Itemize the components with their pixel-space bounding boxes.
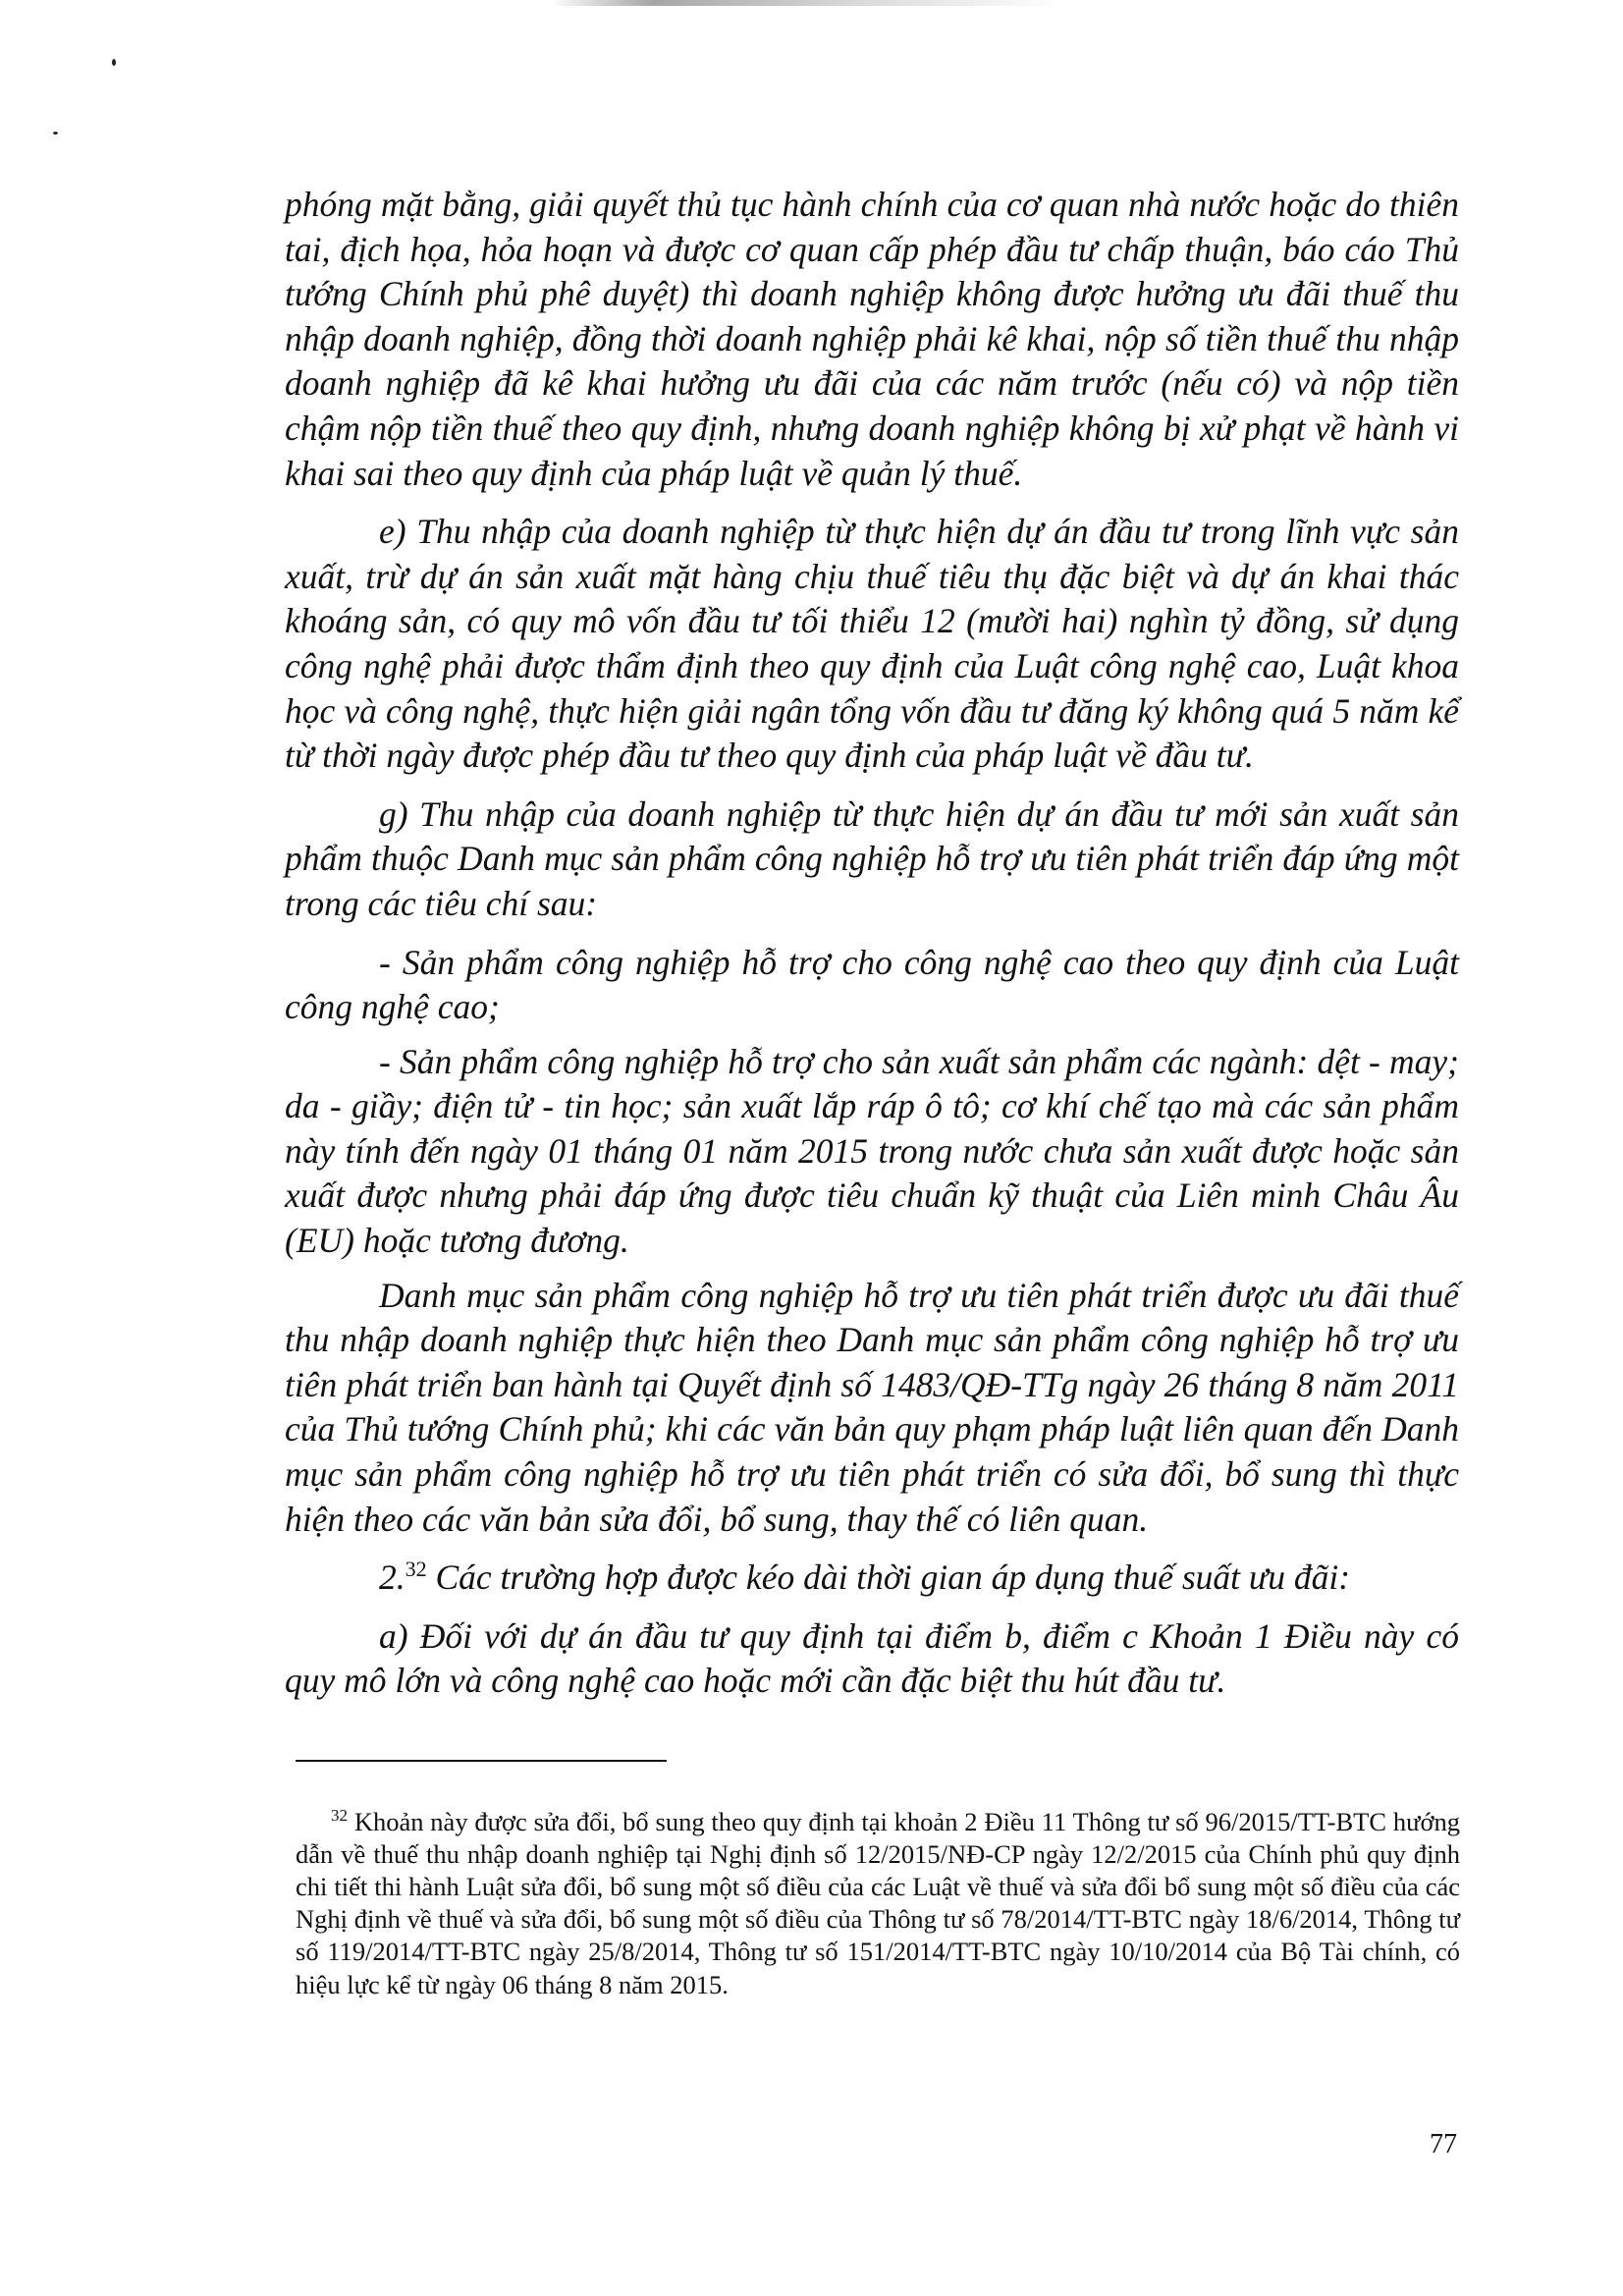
paragraph-item-a: a) Đối với dự án đầu tư quy định tại điểm b, điểm c Khoản 1 Điều này có quy mô lớn và công nghệ cao hoặc mới cần đặc biệt thu hút đầu tư. xyxy=(285,1615,1459,1701)
paragraph-item-g: g) Thu nhập của doanh nghiệp từ thực hiện dự án đầu tư mới sản xuất sản phẩm thuộc Danh mục sản phẩm công nghiệp hỗ trợ ưu tiên phát triển đáp ứng một trong các tiêu chí sau: xyxy=(285,793,1459,923)
body-text xyxy=(285,183,1459,1718)
paragraph-dash-industries: - Sản phẩm công nghiệp hỗ trợ cho sản xuất sản phẩm các ngành: dệt - may; da - giầy; điện tử - tin học; sản xuất lắp ráp ô tô; cơ khí chế tạo mà các sản phẩm này tính đến ngày 01 tháng 01 năm 2015 trong nước chưa sản xuất được hoặc sản xuất được nhưng phải đáp ứng được tiêu chuẩn kỹ thuật của Liên minh Châu Âu (EU) hoặc tương đương. xyxy=(285,1041,1459,1261)
paragraph-item-e: e) Thu nhập của doanh nghiệp từ thực hiện dự án đầu tư trong lĩnh vực sản xuất, trừ dự án sản xuất mặt hàng chịu thuế tiêu thụ đặc biệt và dự án khai thác khoáng sản, có quy mô vốn đầu tư tối thiểu 12 (mười hai) nghìn tỷ đồng, sử dụng công nghệ phải được thẩm định theo quy định của Luật công nghệ cao, Luật khoa học và công nghệ, thực hiện giải ngân tổng vốn đầu tư đăng ký không quá 5 năm kể từ thời ngày được phép đầu tư theo quy định của pháp luật về đầu tư. xyxy=(285,512,1459,776)
section-2-heading xyxy=(285,1556,1459,1601)
section-2-number: 2. xyxy=(379,1558,406,1598)
scan-edge-mark xyxy=(550,0,1060,6)
paragraph-dash-hightech: - Sản phẩm công nghiệp hỗ trợ cho công nghệ cao theo quy định của Luật công nghệ cao; xyxy=(285,942,1459,1027)
section-2-text: Các trường hợp được kéo dài thời gian áp dụng thuế suất ưu đãi: xyxy=(426,1558,1351,1598)
footnote-reference-link[interactable]: 32 xyxy=(405,1557,427,1582)
footnote-number: 32 xyxy=(331,1805,348,1825)
scan-speck xyxy=(112,59,116,66)
footnote-separator xyxy=(296,1760,667,1762)
page-number: 77 xyxy=(1430,2129,1457,2159)
scan-speck xyxy=(53,132,58,135)
paragraph-continuation: phóng mặt bằng, giải quyết thủ tục hành chính của cơ quan nhà nước hoặc do thiên tai, địch họa, hỏa hoạn và được cơ quan cấp phép đầu tư chấp thuận, báo cáo Thủ tướng Chính phủ phê duyệt) thì doanh nghiệp không được hưởng ưu đãi thuế thu nhập doanh nghiệp, đồng thời doanh nghiệp phải kê khai, nộp số tiền thuế thu nhập doanh nghiệp đã kê khai hưởng ưu đãi của các năm trước (nếu có) và nộp tiền chậm nộp tiền thuế theo quy định, nhưng doanh nghiệp không bị xử phạt về hành vi khai sai theo quy định của pháp luật về quản lý thuế. xyxy=(285,185,1459,493)
paragraph-product-list: Danh mục sản phẩm công nghiệp hỗ trợ ưu tiên phát triển được ưu đãi thuế thu nhập doanh nghiệp thực hiện theo Danh mục sản phẩm công nghiệp hỗ trợ ưu tiên phát triển ban hành tại Quyết định số 1483/QĐ-TTg ngày 26 tháng 8 năm 2011 của Thủ tướng Chính phủ; khi các văn bản quy phạm pháp luật liên quan đến Danh mục sản phẩm công nghiệp hỗ trợ ưu tiên phát triển có sửa đổi, bổ sung thì thực hiện theo các văn bản sửa đổi, bổ sung, thay thế có liên quan. xyxy=(285,1275,1459,1539)
footnote-32 xyxy=(296,1806,1460,2001)
footnote-text: Khoản này được sửa đổi, bổ sung theo quy định tại khoản 2 Điều 11 Thông tư số 96/2015/TT-BTC hướng dẫn về thuế thu nhập doanh nghiệp tại Nghị định số 12/2015/NĐ-CP ngày 12/2/2015 của Chính phủ quy định chi tiết thi hành Luật sửa đổi, bổ sung một số điều của các Luật về thuế và sửa đổi bổ sung một số điều của các Nghị định về thuế và sửa đổi, bổ sung một số điều của Thông tư số 78/2014/TT-BTC ngày 18/6/2014, Thông tư số 119/2014/TT-BTC ngày 25/8/2014, Thông tư số 151/2014/TT-BTC ngày 10/10/2014 của Bộ Tài chính, có hiệu lực kể từ ngày 06 tháng 8 năm 2015. xyxy=(296,1806,1460,1999)
